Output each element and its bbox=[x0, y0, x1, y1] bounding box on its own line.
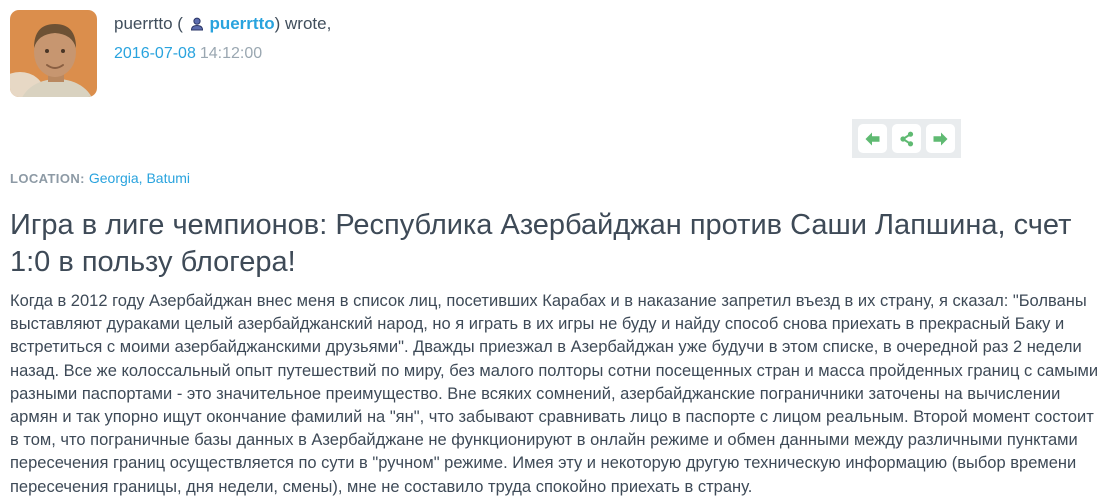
location-label: LOCATION: bbox=[10, 171, 85, 186]
entry-nav-toolbar bbox=[852, 119, 961, 158]
post-title: Игра в лиге чемпионов: Республика Азербайджан против Саши Лапшина, счет 1:0 в пользу блогера! bbox=[10, 209, 1072, 278]
location-row bbox=[10, 169, 190, 188]
byline-pre-text: puerrtto ( bbox=[114, 14, 183, 33]
datetime bbox=[114, 43, 331, 65]
byline bbox=[114, 12, 331, 38]
arrow-left-icon bbox=[864, 131, 881, 147]
entry-header bbox=[10, 10, 331, 97]
next-entry-button[interactable] bbox=[926, 124, 955, 153]
username-link[interactable]: puerrtto bbox=[209, 14, 275, 33]
avatar[interactable] bbox=[10, 10, 97, 97]
date-link[interactable]: 2016-07-08 bbox=[114, 45, 196, 62]
byline-post-text: ) wrote, bbox=[274, 14, 332, 33]
time-text: 14:12:00 bbox=[199, 45, 263, 62]
user-head-icon bbox=[190, 14, 204, 38]
header-text bbox=[114, 10, 331, 65]
previous-entry-button[interactable] bbox=[858, 124, 887, 153]
arrow-right-icon bbox=[932, 131, 949, 147]
post-body: Когда в 2012 году Азербайджан внес меня в список лиц, посетивших Карабах и в наказание запретил въезд в их страну, я сказал: "Болваны выставляют дураками целый азербайджанский народ, но я играть в их игры не буду и найду способ снова приехать в прекрасный Баку и встретиться с моими азербайджанскими друзьями". Дважды приезжал в Азербайджан уже будучи в этом списке, в очередной раз 2 недели назад. Все же колоссальный опыт путешествий по миру, без малого полторы сотни посещенных стран и масса пройденных границ с самыми разными паспортами - это значительное преимущество. Вне всяких сомнений, азербайджанские пограничники заточены на вычислении армян и так упорно ищут окончание фамилий на "ян", что забывают сравнивать лицо в паспорте с лицом реальным. Второй момент состоит в том, что пограничные базы данных в Азербайджане не функционируют в онлайн режиме и обмен данными между различными пунктами пересечения границ осуществляется по сути в "ручном" режиме. Имея эту и некоторую другую техническую информацию (выбор времени пересечения границы, дня недели, смены), мне не составило труда спокойно приехать в страну. bbox=[10, 292, 1099, 496]
share-icon bbox=[899, 131, 915, 147]
avatar-image bbox=[10, 10, 97, 97]
share-button[interactable] bbox=[892, 124, 921, 153]
location-link[interactable]: Georgia, Batumi bbox=[88, 170, 191, 186]
